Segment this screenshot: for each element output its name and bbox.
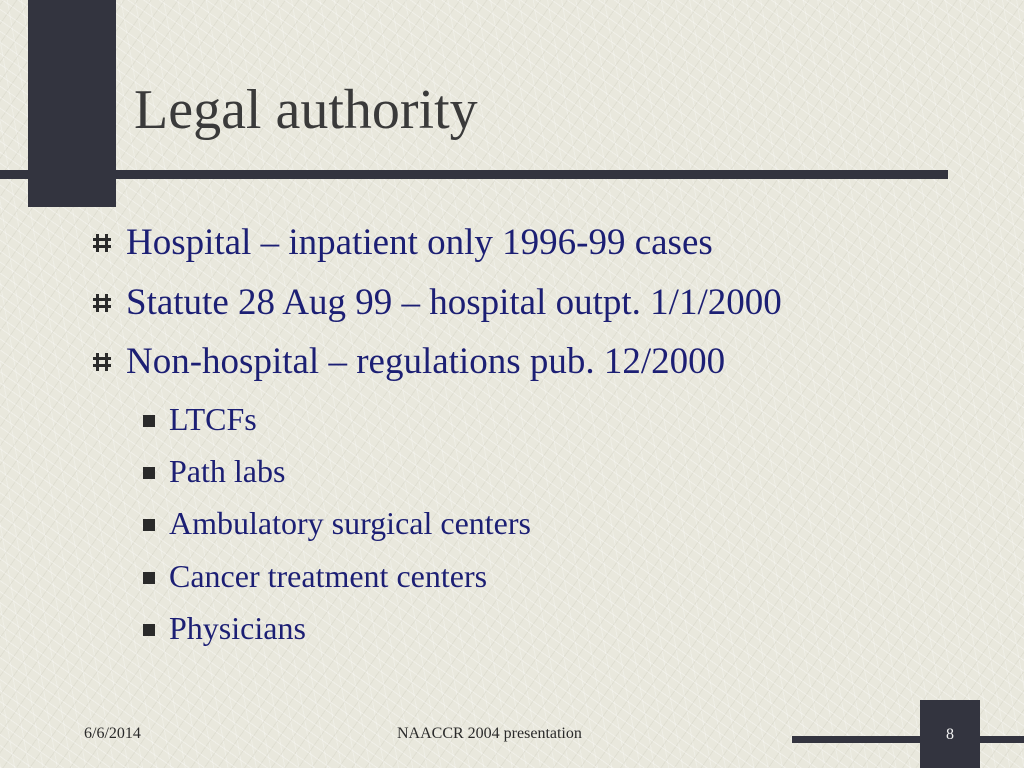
- sub-bullet-text: Ambulatory surgical centers: [169, 505, 531, 541]
- slide-title: Legal authority: [134, 79, 478, 141]
- sub-bullet-item: [143, 403, 257, 435]
- sub-bullet-text: Physicians: [169, 610, 306, 646]
- footer-accent-rule: [792, 736, 920, 743]
- hash-bullet-icon: [92, 352, 112, 372]
- bullet-text: Statute 28 Aug 99 – hospital outpt. 1/1/2000: [126, 282, 782, 323]
- slide-number: 8: [946, 726, 954, 743]
- title-accent-rule: [0, 170, 948, 179]
- hash-bullet-icon: [92, 233, 112, 253]
- bullet-text: Non-hospital – regulations pub. 12/2000: [126, 341, 726, 382]
- sub-bullet-item: [143, 612, 306, 644]
- square-bullet-icon: [143, 519, 155, 531]
- square-bullet-icon: [143, 572, 155, 584]
- sub-bullet-text: Cancer treatment centers: [169, 558, 488, 594]
- sub-bullet-text: Path labs: [169, 453, 286, 489]
- bullet-item: [92, 224, 713, 261]
- square-bullet-icon: [143, 467, 155, 479]
- footer-accent-rule: [980, 736, 1024, 743]
- sub-bullet-item: [143, 560, 487, 592]
- square-bullet-icon: [143, 415, 155, 427]
- square-bullet-icon: [143, 624, 155, 636]
- footer-title: NAACCR 2004 presentation: [397, 725, 582, 742]
- bullet-item: [92, 284, 782, 321]
- bullet-item: [92, 343, 725, 380]
- sub-bullet-text: LTCFs: [169, 401, 257, 437]
- sub-bullet-item: [143, 507, 531, 539]
- sub-bullet-item: [143, 455, 285, 487]
- bullet-text: Hospital – inpatient only 1996-99 cases: [126, 222, 713, 263]
- footer-date: 6/6/2014: [84, 725, 141, 742]
- hash-bullet-icon: [92, 293, 112, 313]
